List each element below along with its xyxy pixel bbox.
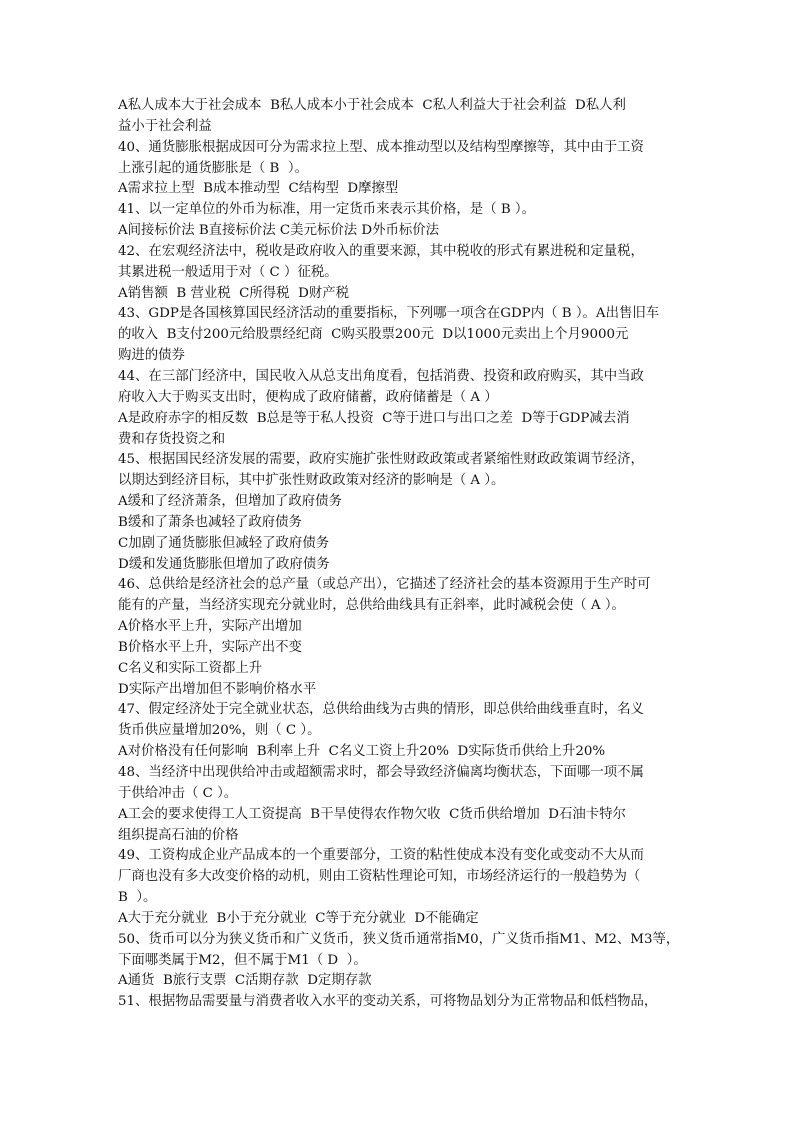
question-48-cont: 于供给冲击（ C ）。 bbox=[118, 785, 238, 801]
options-48: A工会的要求使得工人工资提高 B干旱使得农作物欠收 C货币供给增加 D石油卡特尔 bbox=[118, 806, 626, 822]
options-40: A需求拉上型 B成本推动型 C结构型 D摩擦型 bbox=[118, 181, 399, 197]
options-44: A是政府赤字的相反数 B总是等于私人投资 C等于进口与出口之差 D等于GDP减去消 bbox=[118, 410, 630, 426]
options-48-cont: 组织提高石油的价格 bbox=[118, 827, 239, 843]
question-44: 44、在三部门经济中，国民收入从总支出角度看，包括消费、投资和政府购买，其中当政 bbox=[118, 368, 644, 384]
question-51: 51、根据物品需要量与消费者收入水平的变动关系，可将物品划分为正常物品和低档物品， bbox=[118, 994, 658, 1010]
question-50: 50、货币可以分为狭义货币和广义货币，狭义货币通常指M0，广义货币指M1、M2、M3等， bbox=[118, 931, 680, 947]
option-45-b: B缓和了萧条也减轻了政府债务 bbox=[118, 514, 302, 530]
question-46: 46、总供给是经济社会的总产量（或总产出），它描述了经济社会的基本资源用于生产时可 bbox=[118, 577, 651, 593]
question-43: 43、GDP是各国核算国民经济活动的重要指标，下列哪一项含在GDP内（ B ）。A出售旧车 bbox=[118, 306, 660, 322]
document-page bbox=[118, 96, 678, 1013]
question-44-cont: 府收入大于购买支出时，便构成了政府储蓄，政府储蓄是（ A ） bbox=[118, 389, 498, 405]
option-45-c: C加剧了通货膨胀但减轻了政府债务 bbox=[118, 535, 330, 551]
options-50: A通货 B旅行支票 C活期存款 D定期存款 bbox=[118, 973, 372, 989]
option-46-d: D实际产出增加但不影响价格水平 bbox=[118, 681, 317, 697]
options-43: 的收入 B支付200元给股票经纪商 C购买股票200元 D以1000元卖出上个月9000元 bbox=[118, 327, 629, 343]
options-49: A大于充分就业 B小于充分就业 C等于充分就业 D不能确定 bbox=[118, 910, 479, 926]
option-45-d: D缓和发通货膨胀但增加了政府债务 bbox=[118, 556, 330, 572]
option-46-c: C名义和实际工资都上升 bbox=[118, 660, 263, 676]
question-47-cont: 货币供应量增加20%，则（ C ）。 bbox=[118, 723, 321, 739]
options-47: A对价格没有任何影响 B利率上升 C名义工资上升20% D实际货币供给上升20% bbox=[118, 744, 606, 760]
question-42: 42、在宏观经济法中，税收是政府收入的重要来源，其中税收的形式有累进税和定量税， bbox=[118, 243, 644, 259]
option-46-a: A价格水平上升，实际产出增加 bbox=[118, 619, 302, 635]
question-45: 45、根据国民经济发展的需要，政府实施扩张性财政政策或者紧缩性财政政策调节经济， bbox=[118, 452, 644, 468]
options-44-cont: 费和存货投资之和 bbox=[118, 431, 226, 447]
options-43-cont: 购进的债券 bbox=[118, 348, 185, 364]
question-40-cont: 上涨引起的通货膨胀是（ B ）。 bbox=[118, 160, 308, 176]
question-49-answer: B ）。 bbox=[118, 890, 157, 906]
question-45-cont: 以期达到经济目标，其中扩张性财政政策对经济的影响是（ A ）。 bbox=[118, 473, 505, 489]
option-45-a: A缓和了经济萧条，但增加了政府债务 bbox=[118, 494, 342, 510]
question-40: 40、通货膨胀根据成因可分为需求拉上型、成本推动型以及结构型摩擦等，其中由于工资 bbox=[118, 139, 644, 155]
question-46-cont: 能有的产量，当经济实现充分就业时，总供给曲线具有正斜率，此时减税会使（ A ）。 bbox=[118, 598, 625, 614]
options-41: A间接标价法 B直接标价法 C美元标价法 D外币标价法 bbox=[118, 223, 440, 239]
question-42-cont: 其累进税一般适用于对（ C ）征税。 bbox=[118, 264, 338, 280]
question-41: 41、以一定单位的外币为标准，用一定货币来表示其价格，是（ B ）。 bbox=[118, 202, 536, 218]
question-49: 49、工资构成企业产品成本的一个重要部分，工资的粘性使成本没有变化或变动不大从而 bbox=[118, 848, 644, 864]
option-line-q39-cont: 益小于社会利益 bbox=[118, 118, 212, 134]
option-46-b: B价格水平上升，实际产出不变 bbox=[118, 639, 302, 655]
question-48: 48、当经济中出现供给冲击或超额需求时，都会导致经济偏离均衡状态，下面哪一项不属 bbox=[118, 765, 644, 780]
question-47: 47、假定经济处于完全就业状态，总供给曲线为古典的情形，即总供给曲线垂直时，名义 bbox=[118, 702, 644, 718]
options-42: A销售额 B 营业税 C所得税 D财产税 bbox=[118, 285, 349, 301]
option-line-q39: A私人成本大于社会成本 B私人成本小于社会成本 C私人利益大于社会利益 D私人利 bbox=[118, 98, 626, 113]
question-49-cont: 厂商也没有多大改变价格的动机，则由工资粘性理论可知，市场经济运行的一般趋势为（ bbox=[118, 869, 641, 885]
question-50-cont: 下面哪类属于M2，但不属于M1（ D ）。 bbox=[118, 952, 367, 968]
